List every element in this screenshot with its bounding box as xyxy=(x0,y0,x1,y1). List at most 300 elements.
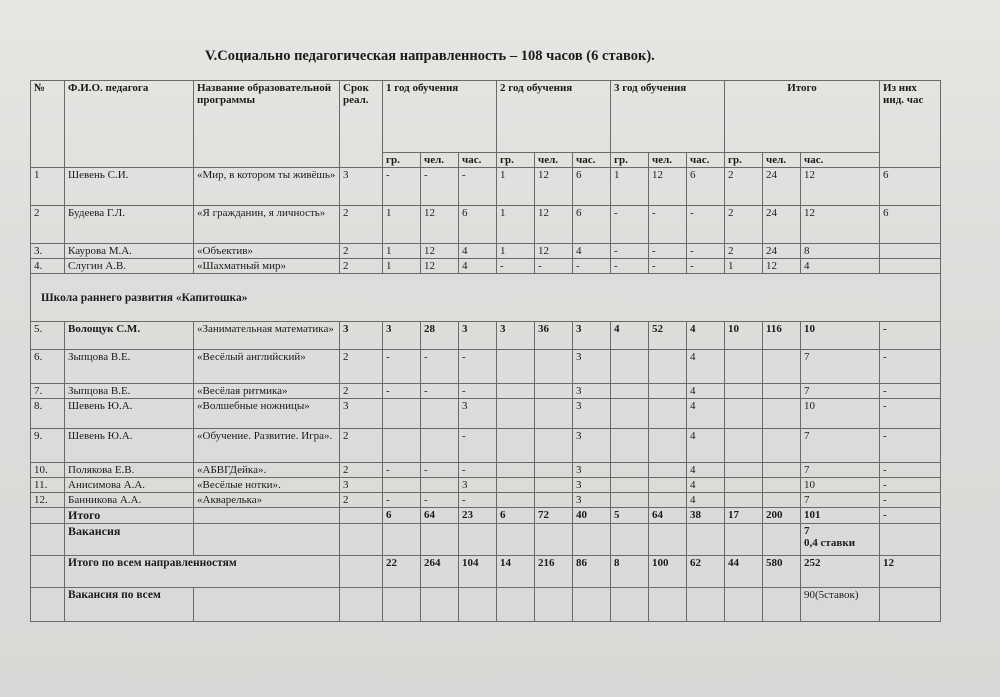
y3-gr: - xyxy=(611,259,649,274)
y2-chel: 36 xyxy=(535,322,573,350)
program-name: «Объектив» xyxy=(194,244,340,259)
total-gr: 44 xyxy=(725,556,763,588)
y3-chas: 4 xyxy=(687,478,725,493)
teacher-name: Волощук С.М. xyxy=(65,322,194,350)
y2-gr: 1 xyxy=(497,206,535,244)
row-num: 7. xyxy=(31,384,65,399)
y1-gr: 1 xyxy=(383,206,421,244)
empty-cell xyxy=(535,524,573,556)
empty-cell xyxy=(611,524,649,556)
total-gr: 2 xyxy=(725,168,763,206)
ind-hours: - xyxy=(880,350,941,384)
vak-all-label: Вакансия по всем xyxy=(65,588,194,622)
y3-chas: 4 xyxy=(687,384,725,399)
total-gr xyxy=(725,493,763,508)
y3-chel xyxy=(649,384,687,399)
y3-chel: 12 xyxy=(649,168,687,206)
y2-gr xyxy=(497,493,535,508)
empty-cell xyxy=(687,588,725,622)
sub-chas: час. xyxy=(573,153,611,168)
y1-gr: 6 xyxy=(383,508,421,524)
total-gr xyxy=(725,463,763,478)
y2-chas: 3 xyxy=(573,493,611,508)
y2-chas: 3 xyxy=(573,322,611,350)
ind-hours xyxy=(880,244,941,259)
table-row xyxy=(31,322,941,350)
itogo-row xyxy=(31,508,941,524)
sub-chel: чел. xyxy=(421,153,459,168)
y2-gr xyxy=(497,429,535,463)
empty-cell xyxy=(649,588,687,622)
total-chas: 10 xyxy=(801,478,880,493)
table-row xyxy=(31,168,941,206)
y1-gr: - xyxy=(383,384,421,399)
total-chas: 4 xyxy=(801,259,880,274)
empty-cell xyxy=(31,556,65,588)
y3-chas: 4 xyxy=(687,399,725,429)
y3-chas: 4 xyxy=(687,322,725,350)
total-gr xyxy=(725,384,763,399)
empty-cell xyxy=(383,524,421,556)
program-name: «Весёлые нотки». xyxy=(194,478,340,493)
y3-chel: 100 xyxy=(649,556,687,588)
y3-chel xyxy=(649,493,687,508)
total-chel xyxy=(763,493,801,508)
sub-chel: чел. xyxy=(535,153,573,168)
total-chel xyxy=(763,429,801,463)
ind-hours: 12 xyxy=(880,556,941,588)
y3-chel: - xyxy=(649,259,687,274)
row-num: 4. xyxy=(31,259,65,274)
section-row xyxy=(31,274,941,322)
y3-gr xyxy=(611,463,649,478)
page-title: V.Социально педагогическая направленность – 108 часов (6 ставок). xyxy=(205,48,655,64)
empty-cell xyxy=(725,524,763,556)
table-row xyxy=(31,478,941,493)
total-chas: 10 xyxy=(801,399,880,429)
y3-gr: 1 xyxy=(611,168,649,206)
y2-chel: 72 xyxy=(535,508,573,524)
y1-chel: - xyxy=(421,350,459,384)
teacher-name: Будеева Г.Л. xyxy=(65,206,194,244)
col-year3-header: 3 год обучения xyxy=(611,81,725,153)
y2-chas: 3 xyxy=(573,399,611,429)
y2-gr xyxy=(497,350,535,384)
y3-chas: - xyxy=(687,206,725,244)
y1-chel: - xyxy=(421,384,459,399)
y2-gr: 1 xyxy=(497,244,535,259)
empty-cell xyxy=(763,588,801,622)
total-gr xyxy=(725,429,763,463)
itogo-all-row xyxy=(31,556,941,588)
empty-cell xyxy=(497,524,535,556)
empty-cell xyxy=(194,588,340,622)
y3-gr xyxy=(611,399,649,429)
y3-gr: - xyxy=(611,244,649,259)
y1-chas: 4 xyxy=(459,244,497,259)
y1-chas: - xyxy=(459,168,497,206)
y3-gr xyxy=(611,350,649,384)
y2-chas: 6 xyxy=(573,206,611,244)
table-row xyxy=(31,463,941,478)
total-chas: 101 xyxy=(801,508,880,524)
y1-chel: 64 xyxy=(421,508,459,524)
empty-cell xyxy=(687,524,725,556)
y1-chas: - xyxy=(459,384,497,399)
y1-gr: 1 xyxy=(383,259,421,274)
empty-cell xyxy=(611,588,649,622)
y3-gr: 8 xyxy=(611,556,649,588)
y2-gr xyxy=(497,384,535,399)
total-chas: 12 xyxy=(801,168,880,206)
total-chel: 580 xyxy=(763,556,801,588)
y2-chas: 4 xyxy=(573,244,611,259)
vak-all-hours: 90(5ставок) xyxy=(801,588,880,622)
y2-chel xyxy=(535,463,573,478)
y1-gr: - xyxy=(383,350,421,384)
teacher-name: Шевень Ю.А. xyxy=(65,429,194,463)
total-chel xyxy=(763,350,801,384)
total-chel xyxy=(763,478,801,493)
row-num: 6. xyxy=(31,350,65,384)
total-chel xyxy=(763,399,801,429)
y3-gr: 4 xyxy=(611,322,649,350)
table-row xyxy=(31,493,941,508)
program-name: «Весёлый английский» xyxy=(194,350,340,384)
term-cell: 2 xyxy=(340,244,383,259)
table-row xyxy=(31,384,941,399)
y2-gr: 1 xyxy=(497,168,535,206)
empty-cell xyxy=(194,508,340,524)
y3-gr xyxy=(611,384,649,399)
empty-cell xyxy=(31,508,65,524)
empty-cell xyxy=(535,588,573,622)
vakansiya-row xyxy=(31,524,941,556)
y1-gr xyxy=(383,429,421,463)
ind-hours: - xyxy=(880,493,941,508)
teacher-name: Зыпцова В.Е. xyxy=(65,384,194,399)
sub-chas: час. xyxy=(687,153,725,168)
teacher-name: Зыпцова В.Е. xyxy=(65,350,194,384)
vakansiya-hours xyxy=(801,524,880,556)
y2-chas: - xyxy=(573,259,611,274)
col-year2-header: 2 год обучения xyxy=(497,81,611,153)
y2-gr: 6 xyxy=(497,508,535,524)
header-row xyxy=(31,81,941,153)
program-name: «Шахматный мир» xyxy=(194,259,340,274)
y1-gr: - xyxy=(383,168,421,206)
program-name: «Весёлая ритмика» xyxy=(194,384,340,399)
y1-chas: 4 xyxy=(459,259,497,274)
y2-chas: 3 xyxy=(573,429,611,463)
term-cell: 2 xyxy=(340,206,383,244)
teacher-name: Каурова М.А. xyxy=(65,244,194,259)
y1-gr: 1 xyxy=(383,244,421,259)
total-gr xyxy=(725,399,763,429)
y1-chel: 12 xyxy=(421,244,459,259)
y2-gr: - xyxy=(497,259,535,274)
ind-hours: - xyxy=(880,384,941,399)
y2-chel: 12 xyxy=(535,244,573,259)
sub-gr: гр. xyxy=(497,153,535,168)
row-num: 5. xyxy=(31,322,65,350)
y3-chel xyxy=(649,350,687,384)
row-num: 9. xyxy=(31,429,65,463)
total-chas: 10 xyxy=(801,322,880,350)
y1-chel: 12 xyxy=(421,259,459,274)
y3-gr xyxy=(611,478,649,493)
program-name: «Обучение. Развитие. Игра». xyxy=(194,429,340,463)
ind-hours: - xyxy=(880,399,941,429)
ind-hours: - xyxy=(880,463,941,478)
y3-chel: 52 xyxy=(649,322,687,350)
teacher-name: Шевень Ю.А. xyxy=(65,399,194,429)
col-name-header: Ф.И.О. педагога xyxy=(65,81,194,168)
empty-cell xyxy=(340,556,383,588)
itogo-all-label: Итого по всем направленностям xyxy=(65,556,340,588)
program-name: «АБВГДейка». xyxy=(194,463,340,478)
total-gr: 2 xyxy=(725,206,763,244)
y1-gr: - xyxy=(383,463,421,478)
y3-chas: 6 xyxy=(687,168,725,206)
term-cell: 3 xyxy=(340,168,383,206)
empty-cell xyxy=(31,588,65,622)
staff-hours-table xyxy=(30,80,941,622)
col-ind-header: Из них инд. час xyxy=(880,81,941,168)
y1-chel xyxy=(421,478,459,493)
sub-gr: гр. xyxy=(611,153,649,168)
ind-hours: - xyxy=(880,322,941,350)
y1-chas: 23 xyxy=(459,508,497,524)
y3-chas: 62 xyxy=(687,556,725,588)
total-chas: 7 xyxy=(801,384,880,399)
y3-chas: 4 xyxy=(687,429,725,463)
y2-chas: 86 xyxy=(573,556,611,588)
term-cell: 2 xyxy=(340,493,383,508)
y1-gr: 22 xyxy=(383,556,421,588)
y1-chel xyxy=(421,429,459,463)
y2-chas: 40 xyxy=(573,508,611,524)
y2-gr xyxy=(497,399,535,429)
empty-cell xyxy=(649,524,687,556)
total-chel: 12 xyxy=(763,259,801,274)
total-chel xyxy=(763,384,801,399)
y3-gr xyxy=(611,429,649,463)
empty-cell xyxy=(573,524,611,556)
empty-cell xyxy=(880,588,941,622)
program-name: «Мир, в котором ты живёшь» xyxy=(194,168,340,206)
total-chas: 7 xyxy=(801,429,880,463)
total-gr: 17 xyxy=(725,508,763,524)
empty-cell xyxy=(459,524,497,556)
y3-chel xyxy=(649,429,687,463)
total-gr: 1 xyxy=(725,259,763,274)
teacher-name: Полякова Е.В. xyxy=(65,463,194,478)
y3-chas: - xyxy=(687,259,725,274)
y3-chas: 4 xyxy=(687,463,725,478)
y3-gr: 5 xyxy=(611,508,649,524)
y2-chel: 216 xyxy=(535,556,573,588)
y3-chel: - xyxy=(649,206,687,244)
y1-gr xyxy=(383,399,421,429)
term-cell: 2 xyxy=(340,259,383,274)
y2-chas: 3 xyxy=(573,463,611,478)
itogo-label: Итого xyxy=(65,508,194,524)
y1-chel: 12 xyxy=(421,206,459,244)
y1-chas: 3 xyxy=(459,478,497,493)
y2-chel xyxy=(535,350,573,384)
y2-chas: 3 xyxy=(573,350,611,384)
program-name: «Занимательная математика» xyxy=(194,322,340,350)
y2-chel: 12 xyxy=(535,206,573,244)
ind-hours xyxy=(880,259,941,274)
y1-gr: 3 xyxy=(383,322,421,350)
empty-cell xyxy=(725,588,763,622)
row-num: 12. xyxy=(31,493,65,508)
empty-cell xyxy=(421,524,459,556)
y2-chas: 6 xyxy=(573,168,611,206)
y2-gr: 3 xyxy=(497,322,535,350)
table-row xyxy=(31,206,941,244)
y1-chel: 264 xyxy=(421,556,459,588)
y2-chel xyxy=(535,384,573,399)
empty-cell xyxy=(383,588,421,622)
y1-chas: - xyxy=(459,493,497,508)
total-chas: 12 xyxy=(801,206,880,244)
col-num-header: № xyxy=(31,81,65,168)
y2-chel xyxy=(535,399,573,429)
table-row xyxy=(31,350,941,384)
total-chas: 7 xyxy=(801,493,880,508)
total-chel: 200 xyxy=(763,508,801,524)
table-row xyxy=(31,244,941,259)
y3-chel xyxy=(649,399,687,429)
y1-chas: 104 xyxy=(459,556,497,588)
total-chel xyxy=(763,463,801,478)
term-cell: 2 xyxy=(340,384,383,399)
y2-chel xyxy=(535,478,573,493)
vakansiya-label: Вакансия xyxy=(65,524,194,556)
teacher-name: Анисимова А.А. xyxy=(65,478,194,493)
y3-chas: 4 xyxy=(687,493,725,508)
y2-gr xyxy=(497,478,535,493)
sub-gr: гр. xyxy=(383,153,421,168)
y3-chas: - xyxy=(687,244,725,259)
total-chas: 252 xyxy=(801,556,880,588)
col-year1-header: 1 год обучения xyxy=(383,81,497,153)
term-cell: 3 xyxy=(340,322,383,350)
teacher-name: Банникова А.А. xyxy=(65,493,194,508)
ind-hours: - xyxy=(880,478,941,493)
total-chel: 116 xyxy=(763,322,801,350)
total-gr: 2 xyxy=(725,244,763,259)
y3-gr: - xyxy=(611,206,649,244)
total-chas: 7 xyxy=(801,463,880,478)
vak-all-row xyxy=(31,588,941,622)
y3-chel xyxy=(649,463,687,478)
total-chel: 24 xyxy=(763,168,801,206)
row-num: 3. xyxy=(31,244,65,259)
y1-chas: 3 xyxy=(459,322,497,350)
term-cell: 2 xyxy=(340,350,383,384)
empty-cell xyxy=(880,524,941,556)
col-total-header: Итого xyxy=(725,81,880,153)
total-chel: 24 xyxy=(763,244,801,259)
section-label: Школа раннего развития «Капитошка» xyxy=(31,274,941,322)
program-name: «Волшебные ножницы» xyxy=(194,399,340,429)
empty-cell xyxy=(459,588,497,622)
total-chel: 24 xyxy=(763,206,801,244)
y2-gr: 14 xyxy=(497,556,535,588)
y3-chas: 4 xyxy=(687,350,725,384)
empty-cell xyxy=(340,524,383,556)
row-num: 10. xyxy=(31,463,65,478)
y2-chel: - xyxy=(535,259,573,274)
y2-chas: 3 xyxy=(573,478,611,493)
sub-chas: час. xyxy=(459,153,497,168)
table-row xyxy=(31,429,941,463)
y1-chel xyxy=(421,399,459,429)
empty-cell xyxy=(340,588,383,622)
vakansiya-note: 0,4 ставки xyxy=(804,537,856,549)
y1-chel: 28 xyxy=(421,322,459,350)
y2-chel xyxy=(535,429,573,463)
y3-chel: 64 xyxy=(649,508,687,524)
row-num: 11. xyxy=(31,478,65,493)
y3-gr xyxy=(611,493,649,508)
y1-chas: - xyxy=(459,429,497,463)
row-num: 2 xyxy=(31,206,65,244)
sub-chas: час. xyxy=(801,153,880,168)
col-program-header: Название образовательной программы xyxy=(194,81,340,168)
y1-chas: 3 xyxy=(459,399,497,429)
y1-chel: - xyxy=(421,493,459,508)
term-cell: 2 xyxy=(340,429,383,463)
sub-chel: чел. xyxy=(763,153,801,168)
sub-chel: чел. xyxy=(649,153,687,168)
y2-chel xyxy=(535,493,573,508)
program-name: «Акварелька» xyxy=(194,493,340,508)
y1-chas: - xyxy=(459,463,497,478)
program-name: «Я гражданин, я личность» xyxy=(194,206,340,244)
y3-chas: 38 xyxy=(687,508,725,524)
y1-chel: - xyxy=(421,463,459,478)
total-gr xyxy=(725,478,763,493)
ind-hours: 6 xyxy=(880,168,941,206)
ind-hours: - xyxy=(880,429,941,463)
empty-cell xyxy=(573,588,611,622)
table-row xyxy=(31,399,941,429)
ind-hours: 6 xyxy=(880,206,941,244)
y3-chel xyxy=(649,478,687,493)
y2-gr xyxy=(497,463,535,478)
total-chas: 8 xyxy=(801,244,880,259)
col-term-header: Срок реал. xyxy=(340,81,383,168)
term-cell: 3 xyxy=(340,399,383,429)
y1-gr: - xyxy=(383,493,421,508)
y3-chel: - xyxy=(649,244,687,259)
empty-cell xyxy=(194,524,340,556)
teacher-name: Слугин А.В. xyxy=(65,259,194,274)
row-num: 8. xyxy=(31,399,65,429)
ind-hours: - xyxy=(880,508,941,524)
empty-cell xyxy=(763,524,801,556)
empty-cell xyxy=(31,524,65,556)
y1-gr xyxy=(383,478,421,493)
y1-chas: - xyxy=(459,350,497,384)
total-chas: 7 xyxy=(801,350,880,384)
y1-chel: - xyxy=(421,168,459,206)
